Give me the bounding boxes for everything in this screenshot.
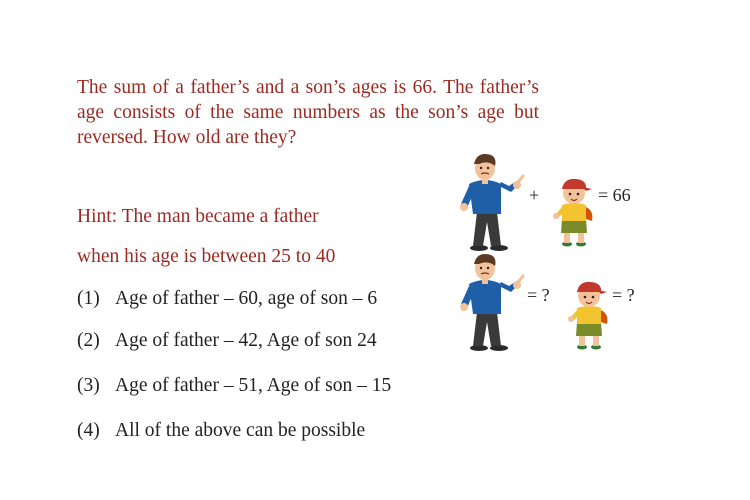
sum-label: = 66 (598, 185, 631, 205)
option-number: (3) (77, 375, 100, 396)
option-text: All of the above can be possible (115, 420, 366, 441)
son-unknown-label: = ? (612, 285, 635, 305)
hint-line-1: Hint: The man became a father (77, 206, 319, 227)
option-1[interactable] (77, 288, 377, 310)
father-illustration (455, 252, 530, 352)
son-illustration (552, 175, 597, 247)
option-number: (4) (77, 420, 100, 441)
option-number: (2) (77, 330, 100, 351)
father-illustration (455, 152, 530, 252)
option-text: Age of father – 60, age of son – 6 (115, 288, 378, 309)
option-text: Age of father – 51, Age of son – 15 (115, 375, 392, 396)
father-unknown-label: = ? (527, 285, 550, 305)
option-text: Age of father – 42, Age of son 24 (115, 330, 377, 351)
question-text: The sum of a father’s and a son’s ages is 66. The father’s age consists of the same numbers as the son’s age but reversed. How old are they? (77, 77, 539, 148)
hint-line-2: when his age is between 25 to 40 (77, 246, 336, 267)
option-number: (1) (77, 288, 100, 309)
option-2[interactable] (77, 330, 377, 352)
son-illustration (567, 278, 612, 350)
option-3[interactable] (77, 375, 391, 397)
option-4[interactable] (77, 420, 365, 442)
plus-sign: + (529, 185, 540, 205)
